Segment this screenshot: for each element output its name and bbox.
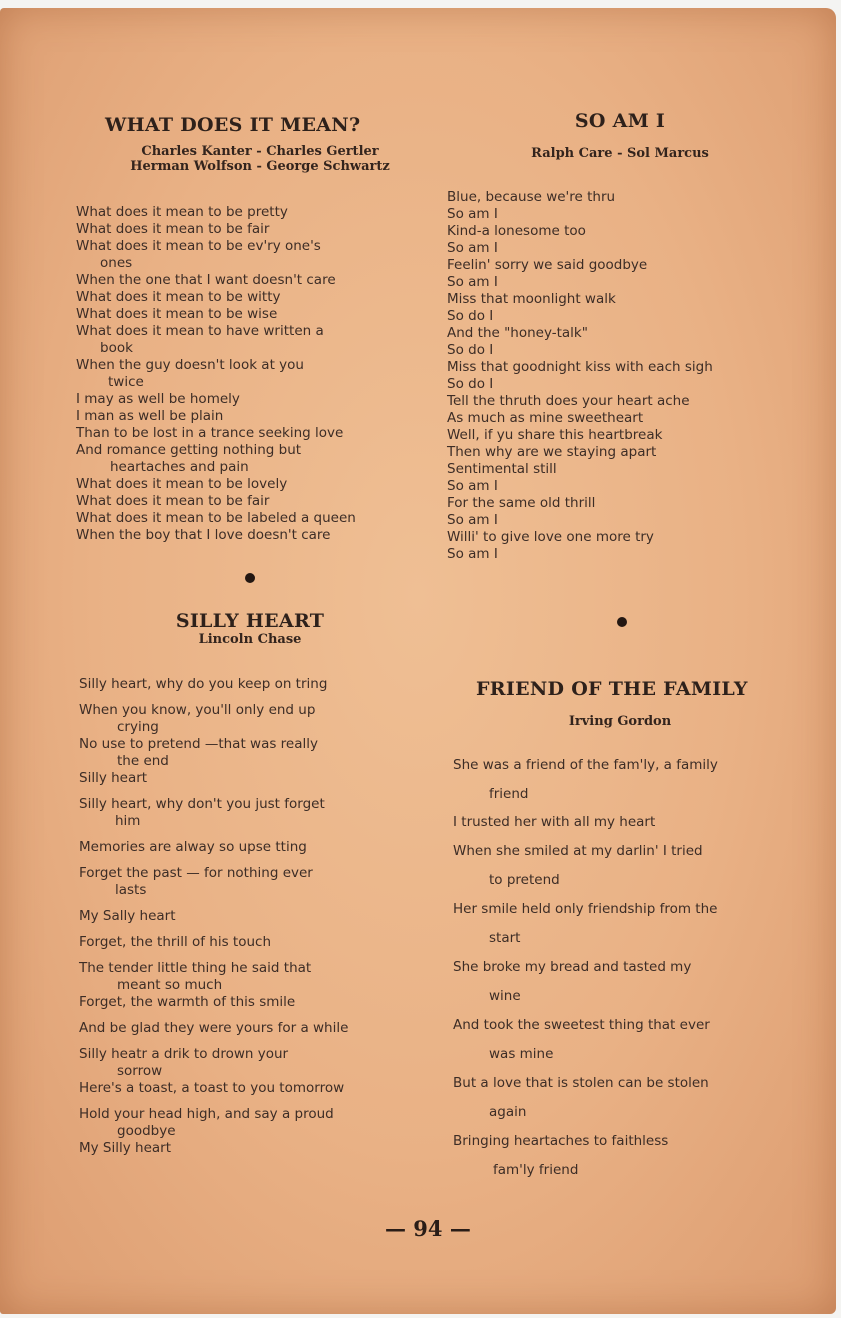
lyric-line: I trusted her with all my heart — [453, 814, 656, 830]
lyric-line: So do I — [447, 342, 494, 358]
lyric-line: And the "honey-talk" — [447, 325, 588, 341]
lyric-line: wine — [489, 988, 521, 1004]
lyric-line: For the same old thrill — [447, 495, 596, 511]
song-lyrics — [76, 204, 356, 544]
lyric-line: Miss that moonlight walk — [447, 291, 616, 307]
lyric-line: heartaches and pain — [110, 459, 249, 475]
lyric-line: goodbye — [117, 1123, 176, 1139]
lyric-line: So am I — [447, 478, 498, 494]
lyric-line: And be glad they were yours for a while — [79, 1020, 349, 1036]
lyric-line: Than to be lost in a trance seeking love — [76, 425, 344, 441]
lyric-line: Tell the thruth does your heart ache — [447, 393, 690, 409]
lyric-line: sorrow — [117, 1063, 163, 1079]
song-lyrics — [447, 189, 713, 563]
song-credit: Charles Kanter - Charles Gertler — [141, 144, 379, 159]
lyric-line: Silly heatr a drik to drown your — [79, 1046, 289, 1062]
lyric-line: Kind-a lonesome too — [447, 223, 586, 239]
lyric-line: Memories are alway so upse tting — [79, 839, 307, 855]
lyric-line: So am I — [447, 512, 498, 528]
lyric-line: My Sally heart — [79, 908, 176, 924]
lyric-line: What does it mean to be labeled a queen — [76, 510, 356, 526]
lyric-line: Her smile held only friendship from the — [453, 901, 718, 917]
lyric-line: So am I — [447, 240, 498, 256]
section-bullet — [245, 573, 255, 583]
lyric-line: Forget, the warmth of this smile — [79, 994, 296, 1010]
lyric-line: Silly heart — [79, 770, 148, 786]
lyric-line: ones — [100, 255, 133, 271]
lyric-line: And romance getting nothing but — [76, 442, 302, 458]
lyric-line: again — [489, 1104, 527, 1120]
lyric-line: So do I — [447, 376, 494, 392]
lyric-line: So am I — [447, 206, 498, 222]
song-credit: Ralph Care - Sol Marcus — [531, 146, 709, 161]
lyric-line: Forget the past — for nothing ever — [79, 865, 313, 881]
songbook-page — [0, 8, 836, 1314]
lyric-line: No use to pretend —that was really — [79, 736, 318, 752]
lyric-line: twice — [108, 374, 144, 390]
lyric-line: So am I — [447, 546, 498, 562]
lyric-line: So am I — [447, 274, 498, 290]
lyric-line: My Silly heart — [79, 1140, 172, 1156]
lyric-line: She was a friend of the fam'ly, a family — [453, 757, 718, 773]
lyric-line: Willi' to give love one more try — [447, 529, 654, 545]
song-title: FRIEND OF THE FAMILY — [476, 678, 748, 700]
lyric-line: Then why are we staying apart — [447, 444, 657, 460]
lyric-line: Bringing heartaches to faithless — [453, 1133, 669, 1149]
lyric-line: crying — [117, 719, 159, 735]
song-credits — [520, 714, 720, 729]
lyric-line: lasts — [115, 882, 147, 898]
lyric-line: What does it mean to be lovely — [76, 476, 288, 492]
song-title: WHAT DOES IT MEAN? — [105, 114, 361, 136]
lyric-line: When the guy doesn't look at you — [76, 357, 304, 373]
section-bullet — [617, 617, 627, 627]
song-credit: Lincoln Chase — [198, 632, 302, 647]
lyric-line: Silly heart, why don't you just forget — [79, 796, 325, 812]
lyric-line: fam'ly friend — [493, 1162, 579, 1178]
lyric-line: Miss that goodnight kiss with each sigh — [447, 359, 713, 375]
lyric-line: Silly heart, why do you keep on tring — [79, 676, 328, 692]
lyric-line: start — [489, 930, 521, 946]
lyric-line: was mine — [489, 1046, 554, 1062]
lyric-line: Well, if yu share this heartbreak — [447, 427, 663, 443]
lyric-line: Blue, because we're thru — [447, 189, 616, 205]
lyric-line: book — [100, 340, 133, 356]
lyric-line: the end — [117, 753, 169, 769]
song-credits — [500, 146, 740, 161]
lyric-line: Here's a toast, a toast to you tomorrow — [79, 1080, 345, 1096]
lyric-line: I may as well be homely — [76, 391, 240, 407]
lyric-line: What does it mean to be fair — [76, 493, 270, 509]
lyric-line: to pretend — [489, 872, 560, 888]
lyric-line: What does it mean to have written a — [76, 323, 324, 339]
lyric-line: As much as mine sweetheart — [447, 410, 644, 426]
lyric-line: What does it mean to be pretty — [76, 204, 288, 220]
lyric-line: When the one that I want doesn't care — [76, 272, 336, 288]
song-silly-heart — [150, 610, 350, 647]
song-title: SILLY HEART — [175, 610, 325, 632]
song-so-am-i — [520, 110, 720, 132]
lyric-line: She broke my bread and tasted my — [453, 959, 692, 975]
lyric-line: Sentimental still — [447, 461, 557, 477]
lyric-line: Hold your head high, and say a proud — [79, 1106, 334, 1122]
song-title: SO AM I — [574, 110, 666, 132]
lyric-line: What does it mean to be fair — [76, 221, 270, 237]
page-number: — 94 — — [385, 1216, 471, 1241]
lyric-line: And took the sweetest thing that ever — [453, 1017, 710, 1033]
lyric-line: Forget, the thrill of his touch — [79, 934, 272, 950]
lyric-line: friend — [489, 786, 529, 802]
lyric-line: I man as well be plain — [76, 408, 224, 424]
song-lyrics — [453, 756, 718, 1180]
lyric-line: So do I — [447, 308, 494, 324]
song-lyrics — [79, 676, 348, 1157]
lyric-line: When the boy that I love doesn't care — [76, 527, 331, 543]
song-friend-of-the-family — [476, 678, 748, 700]
lyric-line: What does it mean to be wise — [76, 306, 278, 322]
lyric-line: The tender little thing he said that — [79, 960, 312, 976]
lyric-line: What does it mean to be ev'ry one's — [76, 238, 321, 254]
lyric-line: When she smiled at my darlin' I tried — [453, 843, 703, 859]
song-what-does-it-mean — [105, 114, 360, 136]
song-credit: Herman Wolfson - George Schwartz — [130, 159, 390, 174]
song-credits — [110, 144, 410, 174]
lyric-line: meant so much — [117, 977, 223, 993]
lyric-line: When you know, you'll only end up — [79, 702, 316, 718]
song-credit: Irving Gordon — [568, 714, 672, 729]
lyric-line: him — [115, 813, 141, 829]
lyric-line: What does it mean to be witty — [76, 289, 281, 305]
lyric-line: But a love that is stolen can be stolen — [453, 1075, 709, 1091]
lyric-line: Feelin' sorry we said goodbye — [447, 257, 648, 273]
